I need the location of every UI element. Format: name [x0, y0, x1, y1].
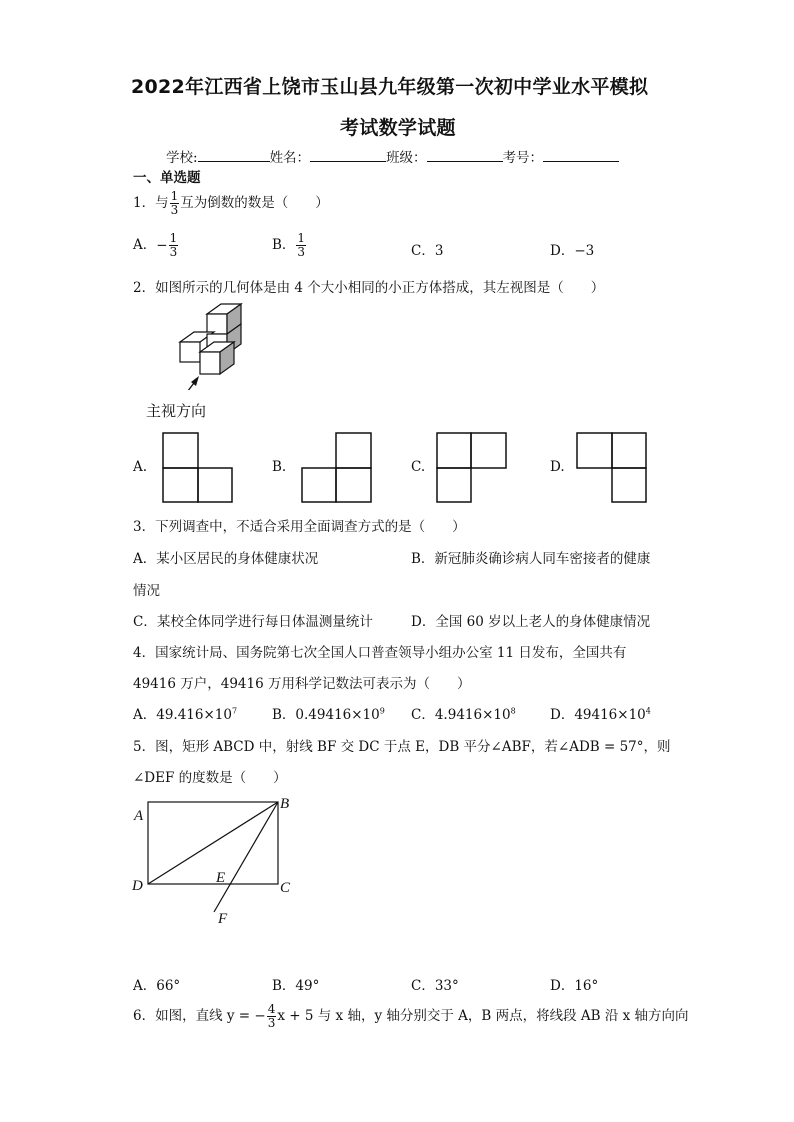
- q2-option-b-view[interactable]: [299, 430, 373, 504]
- option-label: A．: [133, 978, 157, 994]
- q1-fraction: [170, 190, 180, 217]
- option-mantissa: 49416×10: [574, 707, 646, 723]
- q5-option-d[interactable]: [550, 974, 598, 994]
- q5-option-b[interactable]: [272, 974, 319, 994]
- cube-front-face: [207, 314, 227, 334]
- q3-option-b[interactable]: B．新冠肺炎确诊病人同车密接者的健康: [411, 551, 651, 567]
- q4-option-d[interactable]: [550, 703, 651, 723]
- q2-option-a-label[interactable]: A.: [133, 459, 148, 475]
- q1-option-b[interactable]: [272, 232, 307, 259]
- class-blank[interactable]: [427, 149, 503, 162]
- q4-stem-line1: 4．国家统计局、国务院第七次全国人口普查领导小组办公室 11 日发布，全国共有: [133, 645, 627, 661]
- q1-option-c[interactable]: [411, 239, 443, 259]
- ray-bf: [214, 802, 278, 912]
- q5-option-c[interactable]: [411, 974, 459, 994]
- option-label: A．: [133, 237, 157, 253]
- q5-stem-line2: ∠DEF 的度数是（ ）: [133, 770, 287, 786]
- option-label: A．: [133, 707, 157, 723]
- option-exponent: 9: [379, 706, 385, 716]
- class-label: 班级：: [386, 150, 427, 166]
- cube-front-face: [200, 352, 220, 374]
- option-label: C．: [411, 707, 435, 723]
- q1-prefix: 1．与: [133, 195, 169, 211]
- q2-stem: 2．如图所示的几何体是由 4 个大小相同的小正方体搭成，其左视图是（ ）: [133, 280, 605, 296]
- diagonal-db: [148, 802, 278, 884]
- q3-stem: 3．下列调查中，不适合采用全面调查方式的是（ ）: [133, 519, 466, 535]
- option-label: D．: [550, 978, 575, 994]
- page-title-line1: 2022年江西省上饶市玉山县九年级第一次初中学业水平模拟: [131, 76, 649, 98]
- q6-suffix: x + 5 与 x 轴，y 轴分别交于 A，B 两点，将线段 AB 沿 x 轴方向向: [277, 1008, 689, 1024]
- label-c: C: [280, 880, 291, 896]
- option-label: B．: [272, 237, 296, 253]
- option-exponent: 4: [645, 706, 651, 716]
- q2-option-a-view[interactable]: [160, 430, 234, 504]
- name-blank[interactable]: [310, 149, 386, 162]
- label-e: E: [216, 870, 226, 886]
- q6-stem: [133, 1003, 689, 1030]
- q2-option-b-label[interactable]: B.: [272, 459, 287, 475]
- option-value: 16°: [574, 978, 599, 994]
- school-blank[interactable]: [198, 149, 270, 162]
- option-label: B．: [272, 707, 296, 723]
- q2-cube-figure: [145, 300, 255, 390]
- option-value: 3: [434, 243, 444, 259]
- q6-prefix: 6．如图，直线 y = −: [133, 1008, 266, 1024]
- name-label: 姓名：: [269, 150, 311, 166]
- q2-figure-caption: 主视方向: [146, 402, 207, 420]
- label-b: B: [280, 796, 290, 812]
- q3-option-d[interactable]: D．全国 60 岁以上老人的身体健康情况: [411, 614, 651, 630]
- q1-frac-den: 3: [170, 203, 179, 217]
- q3-option-c[interactable]: C．某校全体同学进行每日体温测量统计: [133, 614, 373, 630]
- q5-stem-line1: 5．图，矩形 ABCD 中，射线 BF 交 DC 于点 E，DB 平分∠ABF，若∠ADB = 57°，则: [133, 739, 671, 755]
- q3-option-a[interactable]: A．某小区居民的身体健康状况: [133, 551, 319, 567]
- option-exponent: 8: [510, 706, 516, 716]
- school-label: 学校:: [166, 150, 198, 166]
- q2-option-c-label[interactable]: C.: [411, 459, 426, 475]
- q1-stem: [133, 190, 329, 217]
- q5-rectangle-figure: [128, 790, 308, 930]
- q3-option-b-cont: 情况: [133, 583, 160, 599]
- option-label: B．: [272, 978, 296, 994]
- q1-option-a[interactable]: A．− $\frac{1}{3}$: [133, 231, 178, 259]
- option-mantissa: 4.9416×10: [434, 707, 511, 723]
- label-a: A: [134, 808, 144, 824]
- q2-option-c-view[interactable]: [434, 430, 508, 504]
- option-mantissa: 49.416×10: [156, 707, 232, 723]
- q6-frac-num: 4: [267, 1002, 276, 1016]
- option-label: C．: [411, 978, 435, 994]
- option-label: D．: [550, 243, 575, 259]
- q2-option-d-view[interactable]: [574, 430, 648, 504]
- page-title-line2: 考试数学试题: [340, 117, 456, 139]
- option-value: 33°: [434, 978, 459, 994]
- number-blank[interactable]: [543, 149, 619, 162]
- student-info-line: [166, 146, 619, 166]
- option-mantissa: 0.49416×10: [295, 707, 380, 723]
- q1-b-frac: $\frac{1}{3}$: [297, 231, 306, 259]
- q1-option-d[interactable]: [550, 239, 594, 259]
- option-exponent: 7: [231, 706, 238, 716]
- option-value: 49°: [295, 978, 320, 994]
- label-f: F: [218, 911, 228, 927]
- label-d: D: [132, 878, 143, 894]
- q4-stem-line2: 49416 万户，49416 万用科学记数法可表示为（ ）: [133, 676, 471, 692]
- q5-option-a[interactable]: [133, 974, 180, 994]
- option-label: D．: [550, 707, 575, 723]
- number-label: 考号：: [502, 150, 544, 166]
- q1-a-frac: $\frac{1}{3}$: [169, 231, 178, 259]
- option-value: −3: [574, 243, 595, 259]
- q4-option-c[interactable]: [411, 703, 516, 723]
- q6-fraction: [267, 1003, 277, 1030]
- q1-frac-num: 1: [170, 189, 179, 203]
- q6-frac-den: 3: [267, 1016, 276, 1030]
- cube-front-face: [180, 342, 200, 362]
- q4-option-b[interactable]: [272, 703, 385, 723]
- q4-option-a[interactable]: [133, 703, 237, 723]
- option-label: C．: [411, 243, 435, 259]
- q1-suffix: 互为倒数的数是（ ）: [180, 195, 329, 211]
- option-value: 66°: [156, 978, 181, 994]
- section-heading: 一、单选题: [133, 170, 201, 186]
- q2-option-d-label[interactable]: D.: [550, 459, 565, 475]
